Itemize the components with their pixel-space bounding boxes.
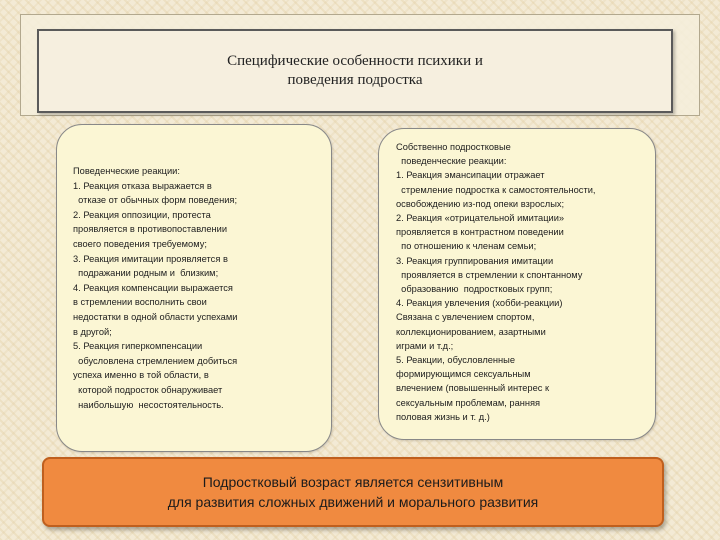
- text-line: которой подросток обнаруживает: [73, 384, 223, 395]
- text-line: 1. Реакция отказа выражается в: [73, 180, 212, 191]
- conclusion-line-1: Подростковый возраст является сензитивным: [202, 474, 504, 490]
- title-line-2: поведения подростка: [287, 72, 423, 88]
- text-line: 3. Реакция имитации проявляется в: [73, 253, 228, 264]
- behavioral-reactions-text: [73, 164, 237, 412]
- title-line-1: Специфические особенности психики и: [227, 53, 483, 69]
- text-line: обусловлена стремлением добиться: [73, 355, 238, 366]
- text-line: 2. Реакция «отрицательной имитации»: [396, 213, 565, 224]
- text-line: в другой;: [73, 326, 112, 337]
- text-line: подражании родным и близким;: [73, 268, 219, 279]
- conclusion-line-2: для развития сложных движений и морального развития: [167, 494, 539, 510]
- text-line: сексуальным проблемам, ранняя: [396, 397, 541, 408]
- text-line: 5. Реакции, обусловленные: [396, 355, 516, 366]
- text-line: поведенческие реакции:: [396, 156, 507, 167]
- adolescent-reactions-panel: [378, 128, 656, 440]
- text-line: 4. Реакция увлечения (хобби-реакции): [396, 298, 563, 309]
- text-line: 5. Реакция гиперкомпенсации: [73, 341, 203, 352]
- text-line: проявляется в стремлении к спонтанному: [396, 269, 583, 280]
- text-line: своего поведения требуемому;: [73, 238, 207, 249]
- text-line: 4. Реакция компенсации выражается: [73, 282, 233, 293]
- text-line: Связана с увлечением спортом,: [396, 312, 535, 323]
- text-line: 3. Реакция группирования имитации: [396, 255, 554, 266]
- behavioral-reactions-panel: [56, 124, 332, 452]
- text-line: коллекционированием, азартными: [396, 326, 546, 337]
- text-line: 2. Реакция оппозиции, протеста: [73, 209, 211, 220]
- text-line: недостатки в одной области успехами: [73, 311, 238, 322]
- adolescent-reactions-text: [396, 140, 596, 424]
- text-line: проявляется в противопоставлении: [73, 224, 228, 235]
- text-line: Собственно подростковые: [396, 142, 511, 152]
- text-line: наибольшую несостоятельность.: [73, 399, 224, 410]
- text-line: влечением (повышенный интерес к: [396, 383, 550, 394]
- text-line: проявляется в контрастном поведении: [396, 227, 564, 238]
- text-line: формирующимся сексуальным: [396, 369, 531, 380]
- text-line: успеха именно в той области, в: [73, 370, 209, 381]
- text-line: по отношению к членам семьи;: [396, 241, 537, 252]
- text-line: 1. Реакция эмансипации отражает: [396, 170, 545, 181]
- text-line: Поведенческие реакции:: [73, 166, 180, 176]
- text-line: стремление подростка к самостоятельности,: [396, 184, 596, 195]
- conclusion-banner: [42, 457, 664, 527]
- text-line: играми и т.д.;: [396, 340, 454, 351]
- text-line: отказе от обычных форм поведения;: [73, 195, 238, 206]
- page-title: [37, 29, 673, 113]
- text-line: в стремлении восполнить свои: [73, 297, 207, 308]
- text-line: образованию подростковых групп;: [396, 284, 553, 295]
- text-line: освобождению из-под опеки взрослых;: [396, 198, 565, 209]
- text-line: половая жизнь и т. д.): [396, 411, 490, 422]
